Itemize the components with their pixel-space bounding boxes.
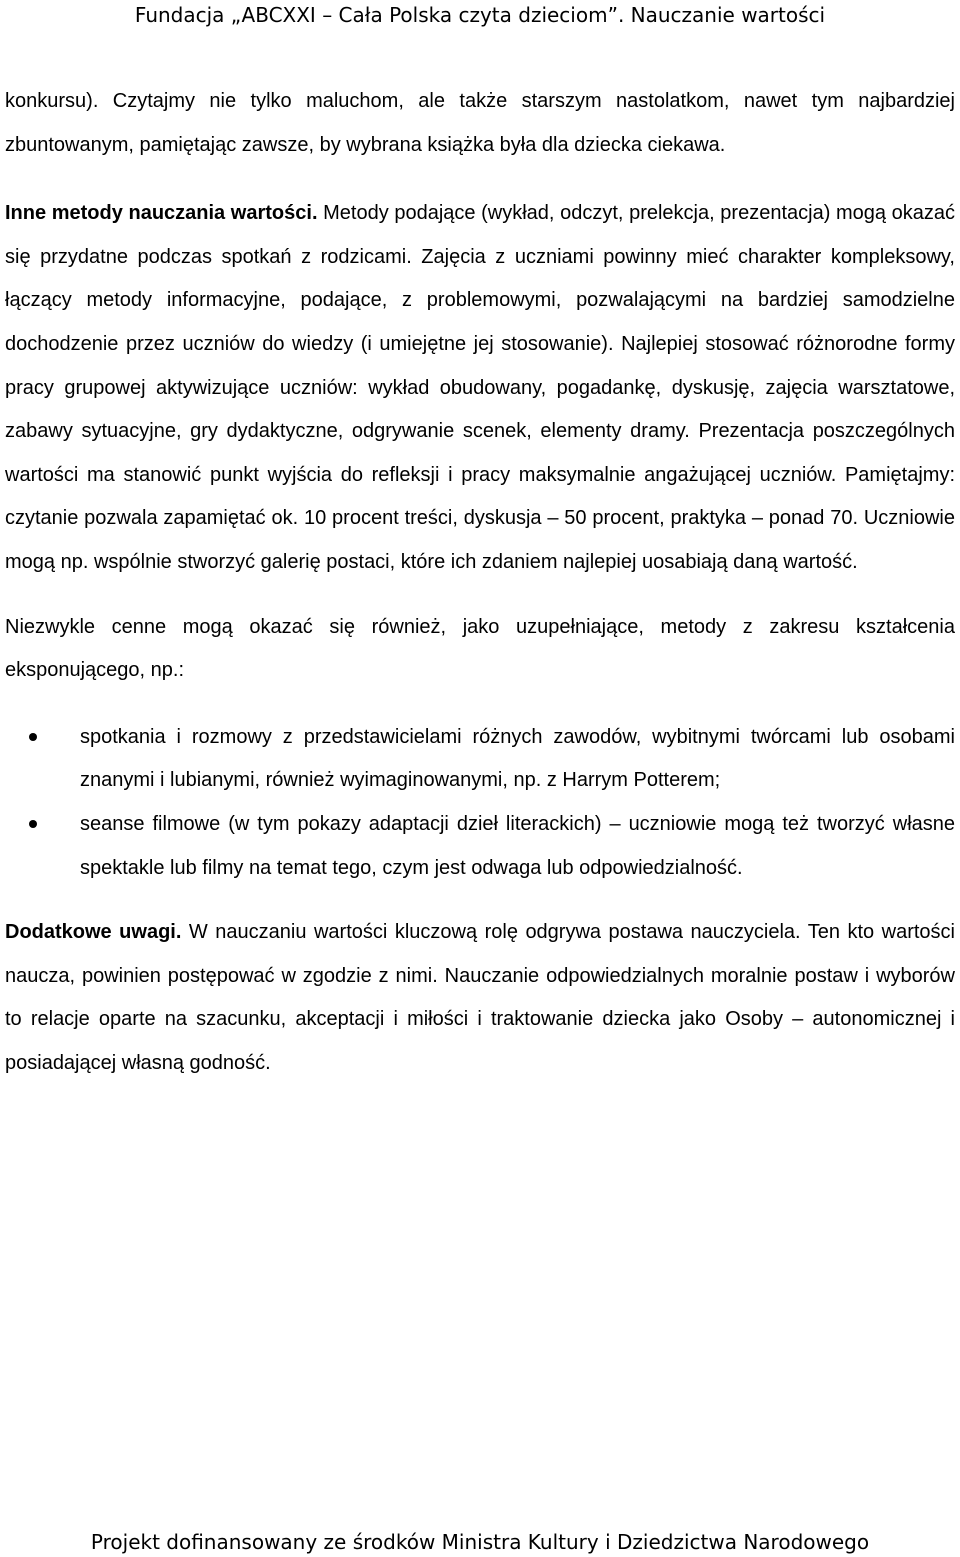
bullet-list [5,716,955,890]
page-footer [0,1527,960,1557]
header-title: Fundacja „ABCXXI – Cała Polska czyta dzieciom”. Nauczanie wartości [134,3,826,27]
paragraph-additional-notes [5,911,955,1085]
list-item [5,716,955,803]
list-item-text: spotkania i rozmowy z przedstawicielami różnych zawodów, wybitnymi twórcami lub osobami znanymi i lubianymi, również wyimaginowanymi, np. z Harrym Potterem; [80,725,955,792]
paragraph-methods-heading: Inne metody nauczania wartości. [5,202,318,225]
list-item [5,803,955,890]
paragraph-notes-heading: Dodatkowe uwagi. [5,921,182,944]
footer-text: Projekt dofinansowany ze środków Ministra Kultury i Dziedzictwa Narodowego [90,1530,870,1554]
paragraph-notes-text: W nauczaniu wartości kluczową rolę odgrywa postawa nauczyciela. Ten kto wartości naucza, powinien postępować w zgodzie z nimi. Nauczanie odpowiedzialnych moralnie postaw i wyborów to relacje oparte na szacunku, akceptacji i miłości i traktowanie dziecka jako Osoby – autonomicznej i posiadającej własną godność. [5,921,956,1074]
paragraph-methods-text: Metody podające (wykład, odczyt, prelekcja, prezentacja) mogą okazać się przydatne podczas spotkań z rodzicami. Zajęcia z uczniami powinny mieć charakter kompleksowy, łączący metody informacyjne, podające, z problemowymi, pozwalającymi na bardziej samodzielne dochodzenie przez uczniów do wiedzy (i umiejętne jej stosowanie). Najlepiej stosować różnorodne formy pracy grupowej aktywizujące uczniów: wykład obudowany, pogadankę, dyskusję, zajęcia warsztatowe, zabawy sytuacyjne, gry dydaktyczne, odgrywanie scenek, elementy dramy. Prezentacja poszczególnych wartości ma stanowić punkt wyjścia do refleksji i pracy maksymalnie angażującej uczniów. Pamiętajmy: czytanie pozwala zapamiętać ok. 10 procent treści, dyskusja – 50 procent, praktyka – ponad 70. Uczniowie mogą np. wspólnie stworzyć galerię postaci, które ich zdaniem najlepiej uosabiają daną wartość. [5,202,955,573]
document-body [5,80,955,1085]
page-header [0,0,960,34]
paragraph-exposing-methods: Niezwykle cenne mogą okazać się również, jako uzupełniające, metody z zakresu kształcenia eksponującego, np.: [5,615,955,682]
bullet-icon [29,820,37,828]
bullet-icon [29,733,37,741]
list-item-text: seanse filmowe (w tym pokazy adaptacji dzieł literackich) – uczniowie mogą też tworzyć własne spektakle lub filmy na temat tego, czym jest odwaga lub odpowiedzialność. [80,812,955,879]
paragraph-methods [5,192,955,584]
paragraph-intro: konkursu). Czytajmy nie tylko maluchom, ale także starszym nastolatkom, nawet tym najbardziej zbuntowanym, pamiętając zawsze, by wybrana książka była dla dziecka ciekawa. [5,90,955,156]
